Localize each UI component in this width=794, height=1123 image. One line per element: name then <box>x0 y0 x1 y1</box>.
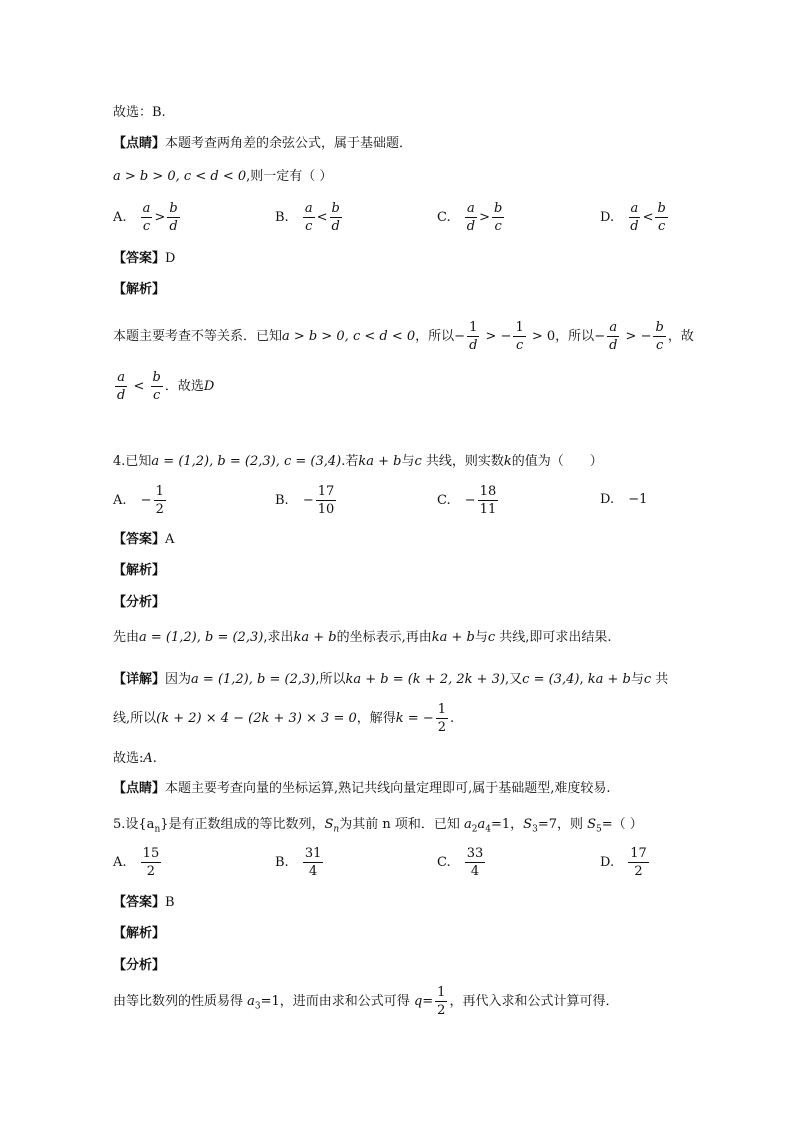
fraction: $\frac{31}{4}$ <box>304 846 322 879</box>
q5-option-a[interactable]: A. $\frac{15}{2}$ <box>113 846 160 879</box>
question-5-stem: 5.设$\{a_n\}$是有正数组成的等比数列，$S_n$为其前 n 项和．已知 $a_2a_4=1$，$S_3=7$，则 $S_5=$（ ） <box>113 817 643 835</box>
answer-tag: 【答案】 <box>113 251 166 266</box>
q5-option-c[interactable]: C. $\frac{33}{4}$ <box>437 846 484 879</box>
operator: < <box>316 210 328 225</box>
answer-conclusion-prev: 故选：B. <box>113 105 166 120</box>
fraction: $\frac{a}{d}$ <box>609 320 618 353</box>
fraction: $\frac{b}{c}$ <box>657 201 666 234</box>
q3-option-d[interactable] <box>600 201 670 234</box>
fraction: $\frac{1}{2}$ <box>437 985 446 1018</box>
fraction: $\frac{b}{c}$ <box>655 320 664 353</box>
q4-option-c[interactable]: C. − $\frac{18}{11}$ <box>437 484 497 517</box>
option-label: A. <box>113 210 127 225</box>
option-label: D. <box>600 210 615 225</box>
fraction: $\frac{15}{2}$ <box>142 846 160 879</box>
q3-condition: a > b > 0, c < d < 0 <box>113 169 247 184</box>
answer-value: D <box>165 251 176 266</box>
q3-suffix: ,则一定有（ ） <box>246 169 333 184</box>
q5-fenxi-text: 由等比数列的性质易得 $a_3=1$，进而由求和公式可得 q= $\frac{1}{2}$ ，再代入求和公式计算可得． <box>113 985 619 1018</box>
q3-option-b[interactable] <box>275 201 344 234</box>
fraction: $\frac{1}{c}$ <box>515 320 524 353</box>
q3-jiexi-tag: 【解析】 <box>113 282 166 297</box>
question-3-stem <box>113 168 332 186</box>
question-4-options <box>113 484 673 524</box>
fraction: $\frac{33}{4}$ <box>466 846 484 879</box>
comment-text: 本题考查两角差的余弦公式，属于基础题． <box>165 136 413 151</box>
q3-option-c[interactable] <box>437 201 506 234</box>
fraction: $\frac{b}{c}$ <box>494 201 503 234</box>
fraction: $\frac{1}{d}$ <box>469 320 478 353</box>
q4-fenxi-tag: 【分析】 <box>113 595 166 610</box>
fraction: $\frac{18}{11}$ <box>479 484 497 517</box>
comment-prev <box>113 135 412 153</box>
q5-option-d[interactable]: D. $\frac{17}{2}$ <box>600 846 647 879</box>
option-label: B. <box>275 210 289 225</box>
fraction: $\frac{b}{c}$ <box>152 370 161 403</box>
operator: > <box>154 210 166 225</box>
operator: > <box>479 210 490 225</box>
q4-option-a[interactable]: A. − $\frac{1}{2}$ <box>113 484 164 517</box>
answer-value: B <box>165 895 175 910</box>
q4-option-b[interactable]: B. − $\frac{17}{10}$ <box>275 484 335 517</box>
q4-xiangjie-line2: 线,所以(k + 2) × 4 − (2k + 3) × 3 = 0，解得k = − $\frac{1}{2}$ . <box>113 702 455 735</box>
q4-fenxi-text: 先由a = (1,2), b = (2,3),求出ka + b的坐标表示,再由ka + b与c 共线,即可求出结果. <box>113 630 612 645</box>
q4-answer: 【答案】A <box>113 532 175 547</box>
fraction: $\frac{a}{c}$ <box>142 201 151 234</box>
q5-option-b[interactable]: B. $\frac{31}{4}$ <box>275 846 322 879</box>
fraction: $\frac{a}{d}$ <box>466 201 476 234</box>
q5-answer: 【答案】B <box>113 895 175 910</box>
fraction: $\frac{a}{d}$ <box>630 201 639 234</box>
q3-analysis-line1: 本题主要考查不等关系．已知a > b > 0, c < d < 0，所以− $\frac{1}{d}$ > − $\frac{1}{c}$ > 0，所以− $\frac{a}{d}$ > − $\frac{b}{c}$ ，故 <box>113 320 694 353</box>
q3-answer <box>113 250 175 268</box>
q4-jiexi-tag: 【解析】 <box>113 563 166 578</box>
q4-option-d[interactable]: D. −1 <box>600 492 648 507</box>
comment-tag: 【点睛】 <box>113 136 166 151</box>
fraction: $\frac{a}{c}$ <box>304 201 313 234</box>
q4-conclusion: 故选:A. <box>113 751 157 766</box>
fraction: $\frac{17}{10}$ <box>317 484 335 517</box>
operator: < <box>642 210 654 225</box>
q4-comment: 【点睛】本题主要考查向量的坐标运算,熟记共线向量定理即可,属于基础题型,难度较易. <box>113 781 611 796</box>
fraction: $\frac{1}{2}$ <box>155 484 164 517</box>
q5-fenxi-tag: 【分析】 <box>113 958 166 973</box>
answer-value: A <box>165 532 175 547</box>
q4-vectors: a = (1,2), b = (2,3), c = (3,4) <box>151 454 342 469</box>
fraction: $\frac{a}{d}$ <box>117 370 126 403</box>
fraction: $\frac{b}{d}$ <box>331 201 340 234</box>
q4-xiangjie-line1: 【详解】因为a = (1,2), b = (2,3),所以ka + b = (k + 2, 2k + 3),又c = (3,4), ka + b与c 共 <box>113 672 669 687</box>
question-4-stem: 4.已知a = (1,2), b = (2,3), c = (3,4).若ka + b与c 共线，则实数k的值为（ ） <box>113 454 603 469</box>
fraction: $\frac{b}{d}$ <box>169 201 178 234</box>
fraction: $\frac{17}{2}$ <box>630 846 647 879</box>
option-label: C. <box>437 210 451 225</box>
fraction: $\frac{1}{2}$ <box>437 702 446 735</box>
question-5-options <box>113 846 673 886</box>
question-3-options <box>113 201 673 241</box>
q3-option-a[interactable] <box>113 201 182 234</box>
q3-analysis-line2: $\frac{a}{d}$ < $\frac{b}{c}$ ．故选D <box>117 370 215 403</box>
q5-jiexi-tag: 【解析】 <box>113 926 166 941</box>
